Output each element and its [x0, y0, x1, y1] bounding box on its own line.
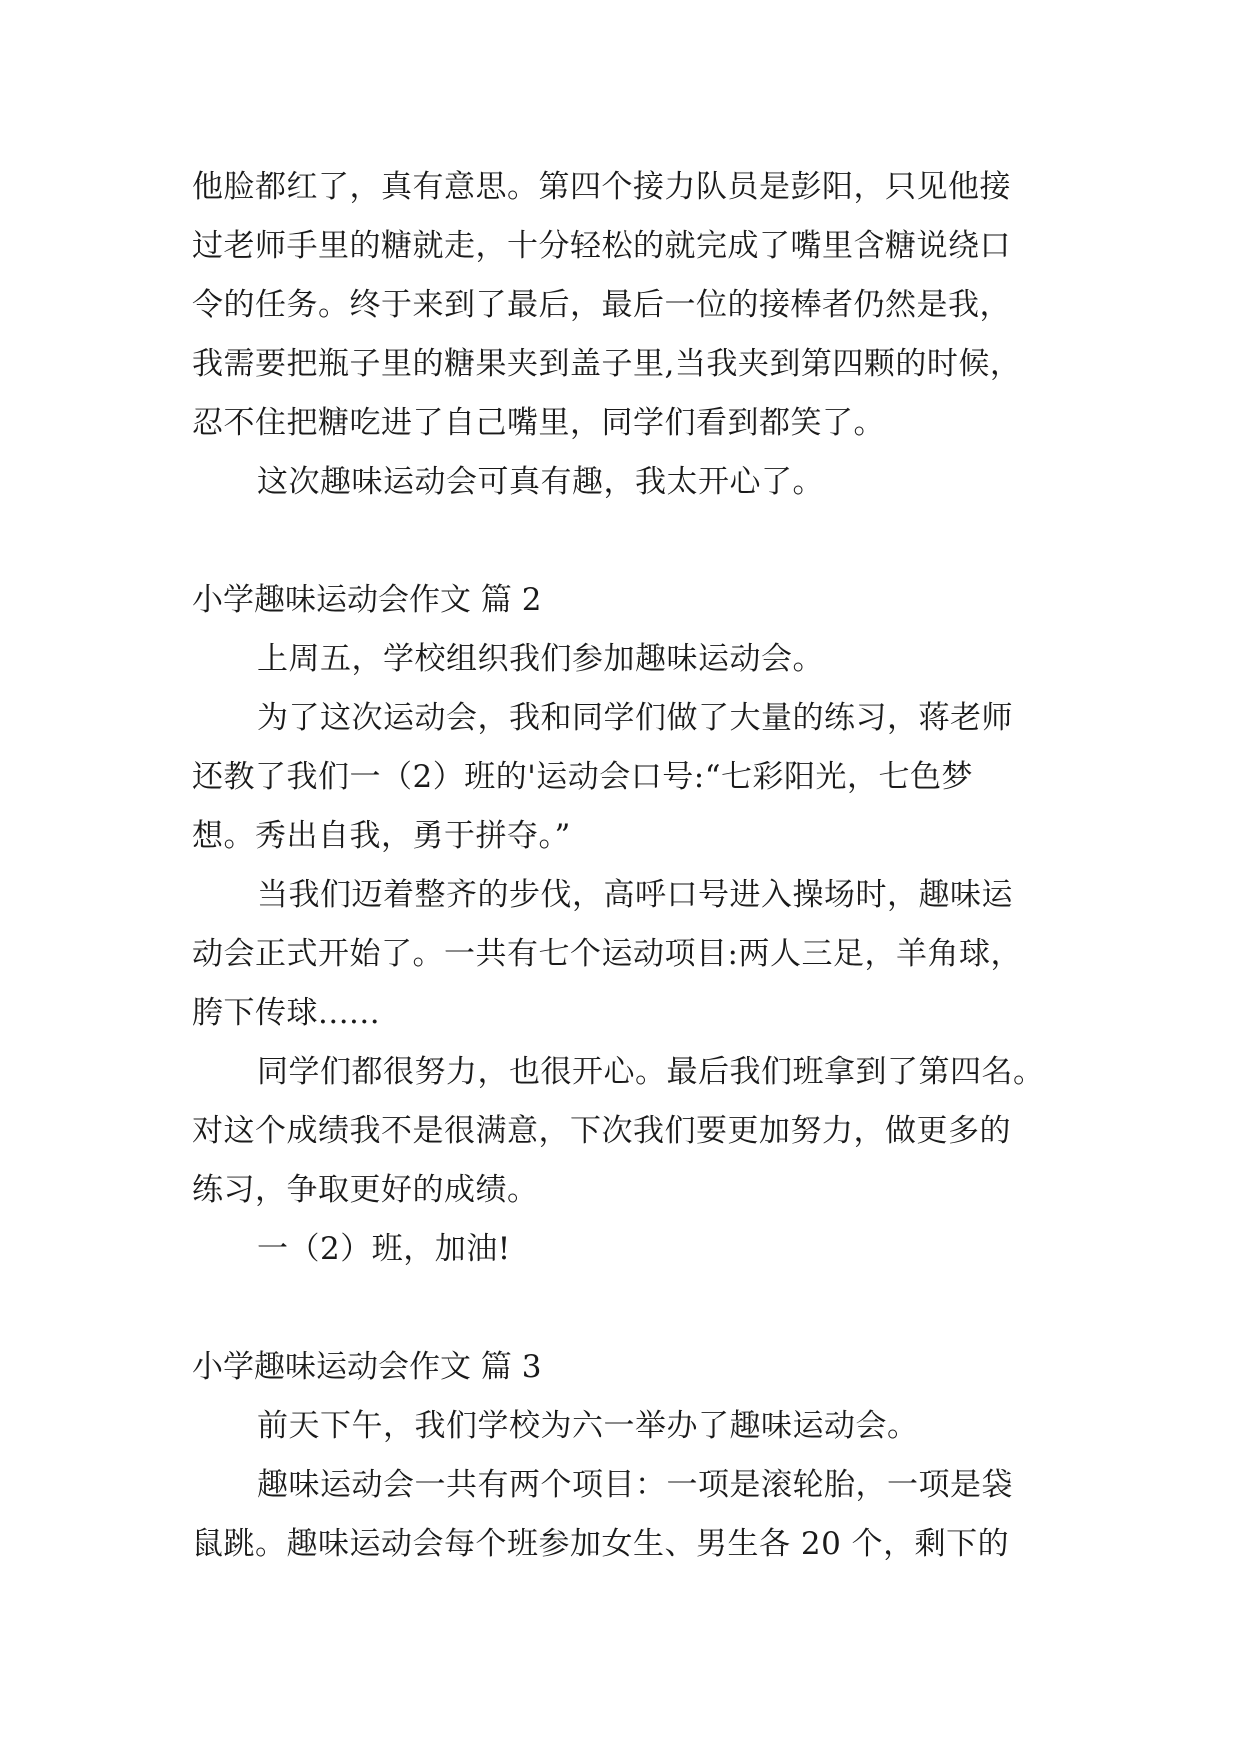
paragraph-line: 趣味运动会一共有两个项目：一项是滚轮胎，一项是袋 [257, 1467, 1013, 1503]
paragraph-line: 他脸都红了，真有意思。第四个接力队员是彭阳，只见他接 [192, 169, 1011, 205]
paragraph-line: 为了这次运动会，我和同学们做了大量的练习，蒋老师 [257, 700, 1013, 736]
section-heading: 小学趣味运动会作文 篇 2 [192, 582, 542, 618]
paragraph-line: 令的任务。终于来到了最后，最后一位的接棒者仍然是我， [192, 287, 1011, 323]
paragraph-line: 对这个成绩我不是很满意，下次我们要更加努力，做更多的 [192, 1113, 1011, 1149]
paragraph-line: 这次趣味运动会可真有趣，我太开心了。 [257, 464, 824, 500]
paragraph-line: 同学们都很努力，也很开心。最后我们班拿到了第四名。 [257, 1054, 1045, 1090]
paragraph-line: 一（2）班，加油! [257, 1231, 511, 1267]
section-heading: 小学趣味运动会作文 篇 3 [192, 1349, 542, 1385]
paragraph-line: 动会正式开始了。一共有七个运动项目:两人三足，羊角球， [192, 936, 1022, 972]
paragraph-line: 前天下午，我们学校为六一举办了趣味运动会。 [257, 1408, 919, 1444]
paragraph-line: 当我们迈着整齐的步伐，高呼口号进入操场时，趣味运 [257, 877, 1013, 913]
paragraph-line: 还教了我们一（2）班的'运动会口号:“七彩阳光，七色梦 [192, 759, 974, 795]
paragraph-line: 练习，争取更好的成绩。 [192, 1172, 539, 1208]
paragraph-line: 胯下传球...... [192, 995, 381, 1031]
paragraph-line: 上周五，学校组织我们参加趣味运动会。 [257, 641, 824, 677]
paragraph-line: 过老师手里的糖就走，十分轻松的就完成了嘴里含糖说绕口 [192, 228, 1011, 264]
paragraph-line: 想。秀出自我，勇于拼夺。” [192, 818, 571, 854]
paragraph-line: 忍不住把糖吃进了自己嘴里，同学们看到都笑了。 [192, 405, 885, 441]
paragraph-line: 我需要把瓶子里的糖果夹到盖子里,当我夹到第四颗的时候， [192, 346, 1022, 382]
paragraph-line: 鼠跳。趣味运动会每个班参加女生、男生各 20 个，剩下的 [192, 1526, 1010, 1562]
